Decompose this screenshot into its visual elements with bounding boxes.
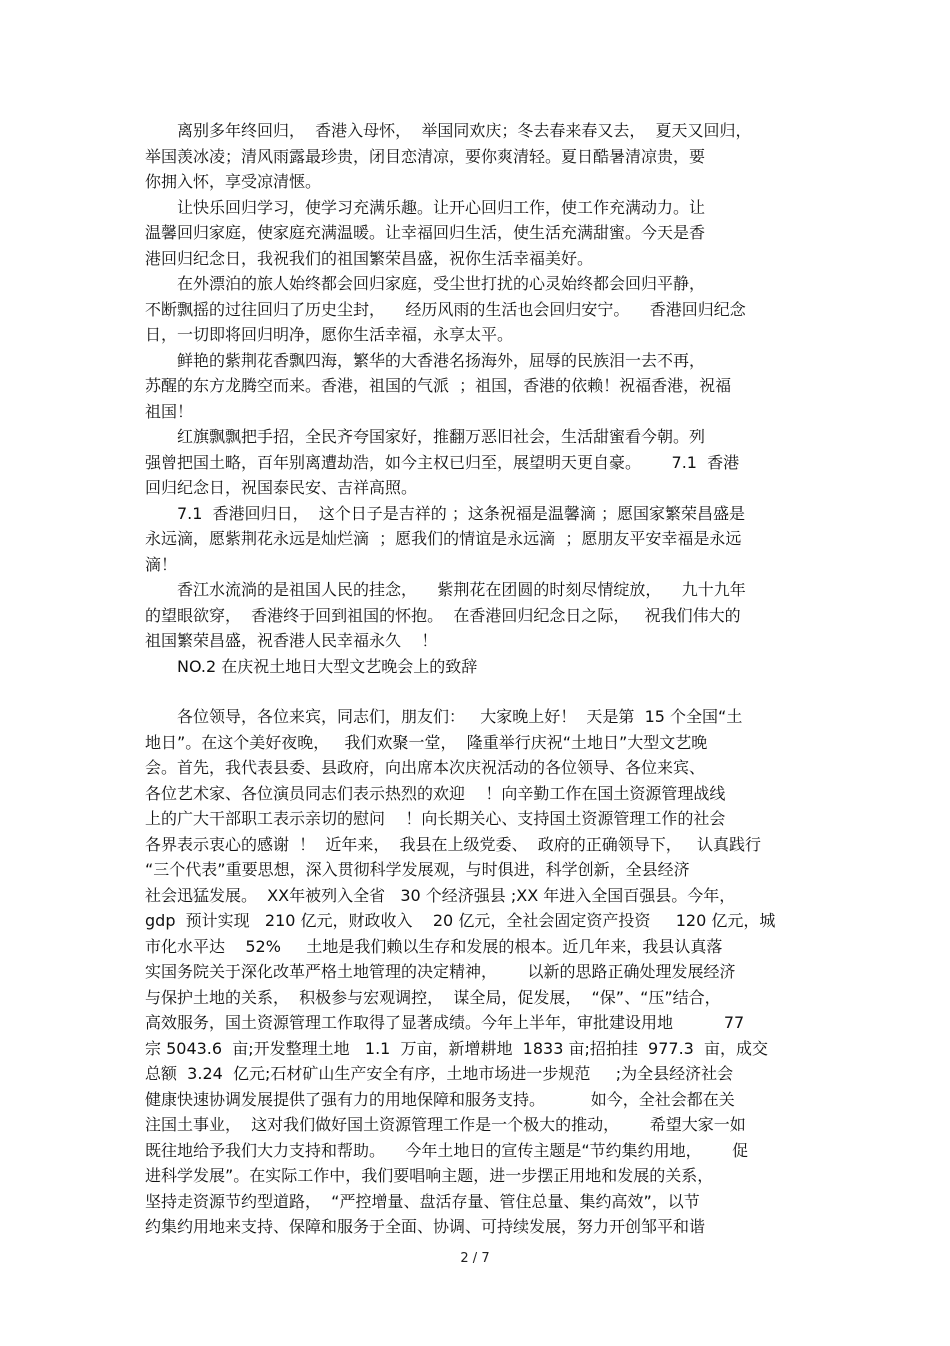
text-line: 7.1 香港回归日， 这个日子是吉祥的 ；这条祝福是温馨滴 ；愿国家繁荣昌盛是 (145, 503, 745, 523)
text-line: 日，一切即将回归明净，愿你生活幸福，永享太平。 (145, 325, 514, 344)
text-line: “三个代表”重要思想，深入贯彻科学发展观，与时俱进，科学创新，全县经济 (145, 860, 690, 879)
text-line: 举国羡冰凌；清风雨露最珍贵，闭目恋清凉，要你爽清轻。夏日酷暑清凉贵，要 (145, 146, 706, 166)
text-line: 上的广大干部职工表示亲切的慰问 ！向长期关心、支持国土资源管理工作的社会 (145, 809, 726, 828)
text-line: 香江水流淌的是祖国人民的挂念， 紫荆花在团圆的时刻尽情绽放， 九十九年 (145, 580, 746, 599)
text-line: 注国土事业， 这对我们做好国土资源管理工作是一个极大的推动， 希望大家一如 (145, 1115, 746, 1134)
text-line: 不断飘摇的过往回归了历史尘封， 经历风雨的生活也会回归安宁。 香港回归纪念 (145, 299, 746, 319)
text-line: 温馨回归家庭，使家庭充满温暖。让幸福回归生活，使生活充满甜蜜。今天是香 (145, 223, 706, 242)
text-block-land-day-speech (145, 704, 810, 1240)
text-line: 红旗飘飘把手招，全民齐夸国家好，推翻万恶旧社会，生活甜蜜看今朝。列 (145, 427, 706, 446)
text-block-hong-kong-wishes (145, 118, 810, 679)
text-line: 港回归纪念日，我祝我们的祖国繁荣昌盛，祝你生活幸福美好。 (145, 248, 594, 268)
paragraph-gap (145, 679, 810, 704)
text-line: 回归纪念日，祝国泰民安、吉祥高照。 (145, 478, 418, 497)
text-line: 你拥入怀，享受凉清惬。 (145, 172, 322, 191)
text-line: 各界表示衷心的感谢 ！ 近年来， 我县在上级党委、 政府的正确领导下， 认真践行 (145, 834, 761, 854)
text-line: 鲜艳的紫荆花香飘四海，繁华的大香港名扬海外，屈辱的民族泪一去不再， (145, 350, 706, 370)
page-number: 2 / 7 (460, 1251, 490, 1266)
text-line: 苏醒的东方龙腾空而来。香港，祖国的气派 ；祖国，香港的依赖！祝福香港，祝福 (145, 376, 732, 395)
text-line: 与保护土地的关系， 积极参与宏观调控， 谋全局，促发展， “保”、“压”结合， (145, 987, 721, 1007)
text-line: 强曾把国土略，百年别离遭劫浩，如今主权已归至，展望明天更自豪。 7.1 香港 (145, 452, 740, 472)
text-line: 离别多年终回归， 香港入母怀， 举国同欢庆；冬去春来春又去， 夏天又回归， (145, 121, 752, 140)
text-line: 约集约用地来支持、保障和服务于全面、协调、可持续发展，努力开创邹平和谐 (145, 1217, 706, 1236)
text-line: 进科学发展”。在实际工作中，我们要唱响主题，进一步摆正用地和发展的关系， (145, 1166, 714, 1185)
text-line: 高效服务，国土资源管理工作取得了显著成绩。今年上半年，审批建设用地 77 (145, 1013, 745, 1032)
text-line: 祖国繁荣昌盛，祝香港人民幸福永久 ！ (145, 631, 438, 650)
text-line: gdp 预计实现 210 亿元，财政收入 20 亿元，全社会固定资产投资 120 亿元，城 (145, 911, 776, 930)
text-line: 滴！ (145, 554, 178, 574)
text-line: 各位艺术家、各位演员同志们表示热烈的欢迎 ！向辛勤工作在国土资源管理战线 (145, 783, 726, 803)
text-line: 会。首先，我代表县委、县政府，向出席本次庆祝活动的各位领导、各位来宾、 (145, 758, 706, 777)
text-line: 宗 5043.6 亩;开发整理土地 1.1 万亩，新增耕地 1833 亩;招拍挂 977.3 亩，成交 (145, 1038, 769, 1058)
text-line: 祖国！ (145, 401, 194, 421)
text-line: 市化水平达 52% 土地是我们赖以生存和发展的根本。近几年来，我县认真落 (145, 936, 723, 956)
text-line: 坚持走资源节约型道路， “严控增量、盘活存量、管住总量、集约高效”，以节 (145, 1191, 700, 1211)
text-line: 健康快速协调发展提供了强有力的用地保障和服务支持。 如今，全社会都在关 (145, 1089, 735, 1109)
text-line: 既往地给予我们大力支持和帮助。 今年土地日的宣传主题是“节约集约用地， 促 (145, 1140, 749, 1160)
text-line: 在外漂泊的旅人始终都会回归家庭，受尘世打扰的心灵始终都会回归平静， (145, 274, 706, 293)
text-line: 的望眼欲穿， 香港终于回到祖国的怀抱。 在香港回归纪念日之际， 祝我们伟大的 (145, 605, 741, 625)
text-line: 让快乐回归学习，使学习充满乐趣。让开心回归工作，使工作充满动力。让 (145, 197, 706, 217)
text-line: NO.2 在庆祝土地日大型文艺晚会上的致辞 (145, 656, 478, 676)
text-line: 总额 3.24 亿元;石材矿山生产安全有序，土地市场进一步规范 ;为全县经济社会 (145, 1064, 734, 1083)
text-line: 地日”。在这个美好夜晚， 我们欢聚一堂， 隆重举行庆祝“土地日”大型文艺晚 (145, 732, 708, 752)
text-line: 永远滴，愿紫荆花永远是灿烂滴 ；愿我们的情谊是永远滴 ；愿朋友平安幸福是永远 (145, 529, 742, 548)
text-line: 社会迅猛发展。 XX年被列入全省 30 个经济强县 ;XX 年进入全国百强县。今年， (145, 885, 736, 905)
document-body (145, 118, 810, 1240)
text-line: 实国务院关于深化改革严格土地管理的决定精神， 以新的思路正确处理发展经济 (145, 962, 736, 981)
text-line: 各位领导，各位来宾，同志们，朋友们： 大家晚上好！ 天是第 15 个全国“土 (145, 707, 743, 726)
